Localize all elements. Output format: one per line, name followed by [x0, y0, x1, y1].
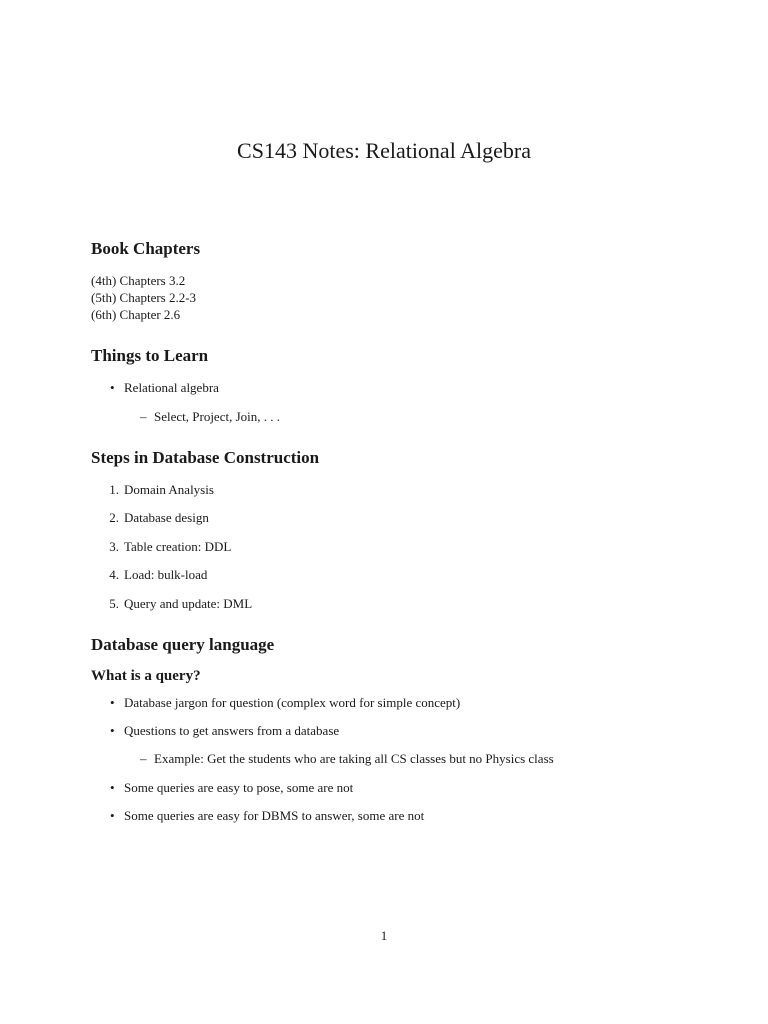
heading-things-to-learn: Things to Learn [91, 346, 209, 365]
list-item: Some queries are easy for DBMS to answer, some are not [124, 808, 425, 823]
list-item: Relational algebra [124, 380, 219, 395]
bullet-icon: • [110, 380, 115, 395]
step-item: Database design [124, 510, 209, 525]
list-item: Database jargon for question (complex word for simple concept) [124, 695, 461, 710]
dash-icon: – [140, 751, 147, 766]
list-item: Some queries are easy to pose, some are not [124, 780, 354, 795]
chapter-line: (6th) Chapter 2.6 [91, 307, 181, 322]
step-item: Load: bulk-load [124, 567, 208, 582]
step-item: Table creation: DDL [124, 539, 232, 554]
step-number: 5. [109, 596, 119, 611]
list-item: Questions to get answers from a database [124, 723, 340, 738]
subheading-what-is-a-query: What is a query? [91, 668, 201, 684]
heading-steps: Steps in Database Construction [91, 448, 320, 467]
page-title: CS143 Notes: Relational Algebra [237, 138, 531, 163]
step-number: 2. [109, 510, 119, 525]
bullet-icon: • [110, 723, 115, 738]
step-item: Domain Analysis [124, 482, 214, 497]
heading-book-chapters: Book Chapters [91, 239, 201, 258]
chapter-line: (4th) Chapters 3.2 [91, 273, 186, 288]
page-number: 1 [380, 928, 388, 943]
sub-list-item: Select, Project, Join, . . . [154, 409, 281, 424]
step-item: Query and update: DML [124, 596, 253, 611]
step-number: 3. [109, 539, 119, 554]
bullet-icon: • [110, 808, 115, 823]
chapter-line: (5th) Chapters 2.2-3 [91, 290, 197, 305]
bullet-icon: • [110, 695, 115, 710]
step-number: 1. [109, 482, 119, 497]
dash-icon: – [140, 409, 147, 424]
heading-query-language: Database query language [91, 635, 275, 654]
sub-list-item: Example: Get the students who are taking all CS classes but no Physics class [154, 751, 554, 766]
bullet-icon: • [110, 780, 115, 795]
step-number: 4. [109, 567, 119, 582]
